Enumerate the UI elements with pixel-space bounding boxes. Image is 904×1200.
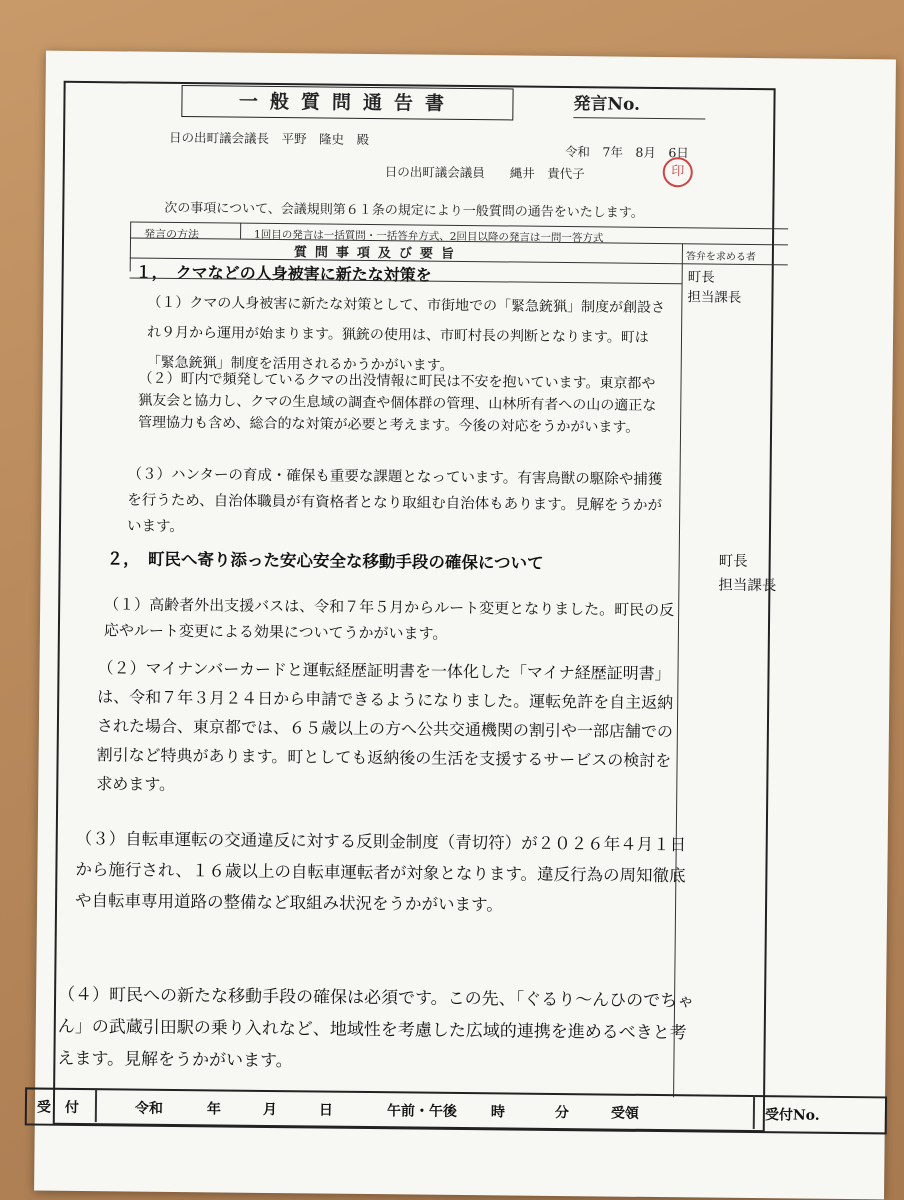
item-text: 自転車運転の交通違反に対する反則金制度（青切符）が２０２６年４月１日から施行され、１６歳以上の自転車運転者が対象となります。違反行為の周知徹底や自転車専用道路の整備など取組み状況をうかがいます。 <box>74 829 687 915</box>
respondent-header: 答弁を求める者 <box>685 251 756 264</box>
speech-number-field: 発言No. <box>573 89 705 119</box>
day-label: 日 <box>318 1102 333 1119</box>
item-text: 高齢者外出支援バスは、令和７年５月からルート変更となりました。町民の反応やルート変更による効果についてうかがいます。 <box>103 595 675 643</box>
addressee: 日の出町議会議長 平野 隆史 殿 <box>169 129 370 147</box>
question-1-respondent <box>687 267 741 308</box>
form-title: 一般質問通告書 <box>181 85 513 120</box>
item-text: クマの人身被害に新たな対策として、市街地での「緊急銃猟」制度が創設され９月から運用が始まります。猟銃の使用は、市町村長の判断となります。町は「緊急銃猟」制度を活用されるかうかがいます。 <box>146 295 666 374</box>
hour-label: 時 <box>490 1104 505 1121</box>
era-label: 令和 <box>134 1100 164 1117</box>
question-2-item-2 <box>96 653 679 804</box>
question-2-respondent <box>718 550 776 599</box>
question-2-item-3 <box>75 823 696 922</box>
year-label: 年 <box>206 1101 221 1118</box>
footer-divider-2 <box>753 1095 755 1129</box>
received-label: 受 付 <box>36 1099 80 1116</box>
method-value: 1回目の発言は一括質問・一括答弁方式、2回目以降の発言は一問一答方式 <box>254 228 604 245</box>
item-text: マイナンバーカードと運転経歴証明書を一体化した「マイナ経歴証明書」は、令和７年３月２４日から申請できるようになりました。運転免許を自主返納された場合、東京都では、６５歳以上の方へ公共交通機関の割引や一部店舗での割引など特典があります。町としても返納後の生活を支援するサービスの検討を求めます。 <box>96 658 674 794</box>
submission-date: 令和 7年 8月 6日 <box>564 144 689 161</box>
item-label: （４） <box>58 984 110 1006</box>
items-header: 質問事項及び要旨 <box>293 245 462 262</box>
footer-divider-1 <box>95 1088 97 1122</box>
question-1-item-2 <box>138 368 669 440</box>
question-2-item-4 <box>57 979 698 1082</box>
month-label: 月 <box>262 1101 277 1119</box>
item-label: （２） <box>97 658 146 678</box>
question-2-item-1 <box>104 591 680 649</box>
item-label: （３） <box>127 466 172 483</box>
item-text: ハンターの育成・確保も重要な課題となっています。有害鳥獣の駆除や捕獲を行うため、自治体職員が有資格者となり取組む自治体もあります。見解をうかがいます。 <box>126 466 663 536</box>
question-1-item-3 <box>127 461 673 545</box>
member-name: 日の出町議会議員 縄井 貴代子 <box>384 164 585 182</box>
question-1-heading: １， クマなどの人身被害に新たな対策を <box>135 262 432 285</box>
receipt-label: 受領 <box>610 1105 639 1122</box>
method-label: 発言の方法 <box>144 227 200 242</box>
respondent-section-chief: 担当課長 <box>687 289 742 306</box>
item-text: 町内で頻発しているクマの出没情報に町民は不安を抱いています。東京都や猟友会と協力し、クマの生息域の調査や個体群の管理、山林所有者への山の適正な管理協力も含め、総合的な対策が必要と考えます。今後の対応をうかがいます。 <box>138 371 657 436</box>
question-2-heading: ２， 町民へ寄り添った安心安全な移動手段の確保について <box>106 549 544 573</box>
item-label: （３） <box>75 828 126 849</box>
item-text: 町民への新たな移動手段の確保は必須です。この先、「ぐるり～んひのでちゃん」の武蔵引田駅の乗り入れなど、地域性を考慮した広域的連携を進めるべきと考えます。見解をうかがいます。 <box>57 985 695 1072</box>
item-label: （１） <box>104 595 150 614</box>
document-sheet <box>34 51 896 1200</box>
minute-label: 分 <box>554 1104 569 1122</box>
item-label: （２） <box>138 370 181 388</box>
receipt-number-label: 受付No. <box>764 1107 820 1124</box>
method-divider <box>240 223 241 239</box>
notice-text: 次の事項について、会議規則第６１条の規定により一般質問の通告をいたします。 <box>164 200 644 221</box>
respondent-mayor: 町長 <box>687 269 715 286</box>
item-label: （１） <box>147 294 190 312</box>
am-pm-label: 午前・午後 <box>386 1103 457 1120</box>
respondent-section-chief: 担当課長 <box>718 577 777 595</box>
seal-stamp: 印 <box>663 157 693 187</box>
respondent-mayor: 町長 <box>718 553 748 570</box>
